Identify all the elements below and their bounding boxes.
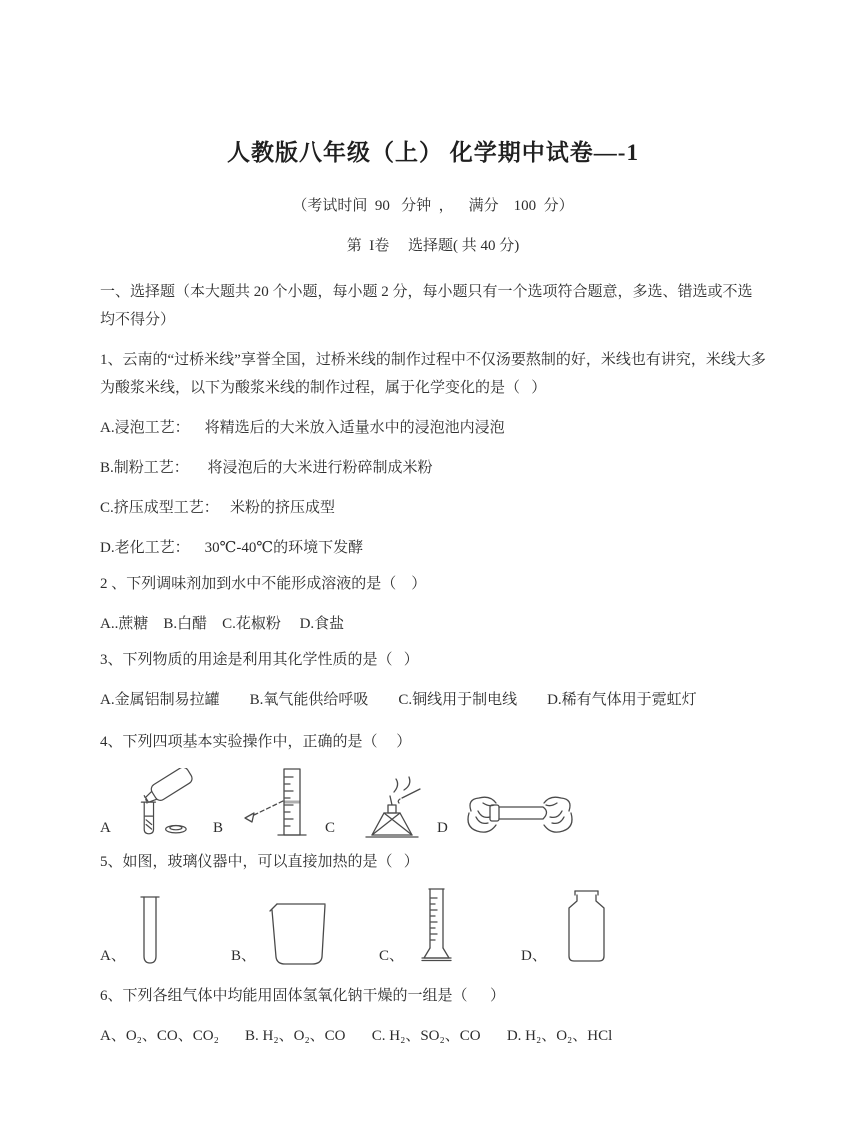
question-2-stem: 2 、下列调味剂加到水中不能形成溶液的是（ ） — [100, 576, 427, 592]
question-2-options: A..蔗糖 B.白醋 C.花椒粉 D.食盐 — [100, 616, 345, 632]
question-1-option-b: B.制粉工艺： 将浸泡后的大米进行粉碎制成米粉 — [100, 460, 433, 476]
question-4-figures — [100, 766, 766, 840]
exam-info-line: （考试时间 90 分钟 ， 满分 100 分） — [292, 198, 574, 214]
q4-figure-a — [100, 766, 213, 840]
q4-figure-b-label: B — [213, 820, 224, 836]
question-3-stem: 3、下列物质的用途是利用其化学性质的是（ ） — [100, 652, 419, 668]
question-1-option-c: C.挤压成型工艺： 米粉的挤压成型 — [100, 500, 336, 516]
q5-figure-d — [521, 882, 681, 968]
q5-figure-d-label: D、 — [521, 948, 547, 964]
question-1-option-d: D.老化工艺： 30℃-40℃的环境下发酵 — [100, 540, 364, 556]
question-5-stem: 5、如图，玻璃仪器中，可以直接加热的是（ ） — [100, 854, 419, 870]
section-header: 第 I卷 选择题( 共 40 分) — [346, 238, 520, 254]
question-5-figures — [100, 882, 766, 968]
q5-figure-a — [100, 882, 231, 968]
q4-figure-c — [325, 766, 437, 840]
graduated-cylinder-figure — [413, 884, 459, 968]
q4-figure-b — [213, 766, 325, 840]
q4-figure-c-label: C — [325, 820, 336, 836]
question-6-options: A、O₂、CO、CO₂ B. H₂、O₂、CO C. H₂、SO₂、CO D. H₂、O₂、HCl — [100, 1028, 613, 1044]
q5-figure-b-label: B、 — [231, 948, 257, 964]
inserting-stopper-into-test-tube-figure — [457, 782, 585, 840]
reading-graduated-cylinder-figure — [232, 766, 318, 840]
question-6-stem: 6、下列各组气体中均能用固体氢氧化钠干燥的一组是（ ） — [100, 988, 506, 1004]
q4-figure-a-label: A — [100, 820, 111, 836]
q5-figure-a-label: A、 — [100, 948, 126, 964]
question-4-stem: 4、下列四项基本实验操作中，正确的是（ ） — [100, 734, 412, 750]
beaker-figure — [265, 898, 331, 968]
pouring-liquid-into-test-tube-figure — [120, 768, 213, 840]
question-1-option-a: A.浸泡工艺： 将精选后的大米放入适量水中的浸泡池内浸泡 — [100, 420, 505, 436]
section-intro: 一、选择题（本大题共 20 个小题，每小题 2 分，每小题只有一个选项符合题意，多选、错选或不选均不得分） — [100, 284, 753, 328]
reagent-bottle-figure — [556, 886, 618, 968]
lighting-alcohol-lamp-figure — [344, 768, 434, 840]
q4-figure-d — [437, 766, 587, 840]
q5-figure-c-label: C、 — [379, 948, 405, 964]
question-3-options: A.金属铝制易拉罐 B.氧气能供给呼吸 C.铜线用于制电线 D.稀有气体用于霓虹灯 — [100, 692, 697, 708]
q5-figure-c — [379, 882, 521, 968]
q5-figure-b — [231, 882, 379, 968]
q4-figure-d-label: D — [437, 820, 448, 836]
question-1-stem: 1、云南的“过桥米线”享誉全国，过桥米线的制作过程中不仅汤要熬制的好，米线也有讲究，米线大多为酸浆米线，以下为酸浆米线的制作过程，属于化学变化的是（ ） — [100, 352, 766, 396]
test-tube-figure — [135, 888, 165, 968]
page-title: 人教版八年级（上） 化学期中试卷—-1 — [227, 140, 639, 165]
